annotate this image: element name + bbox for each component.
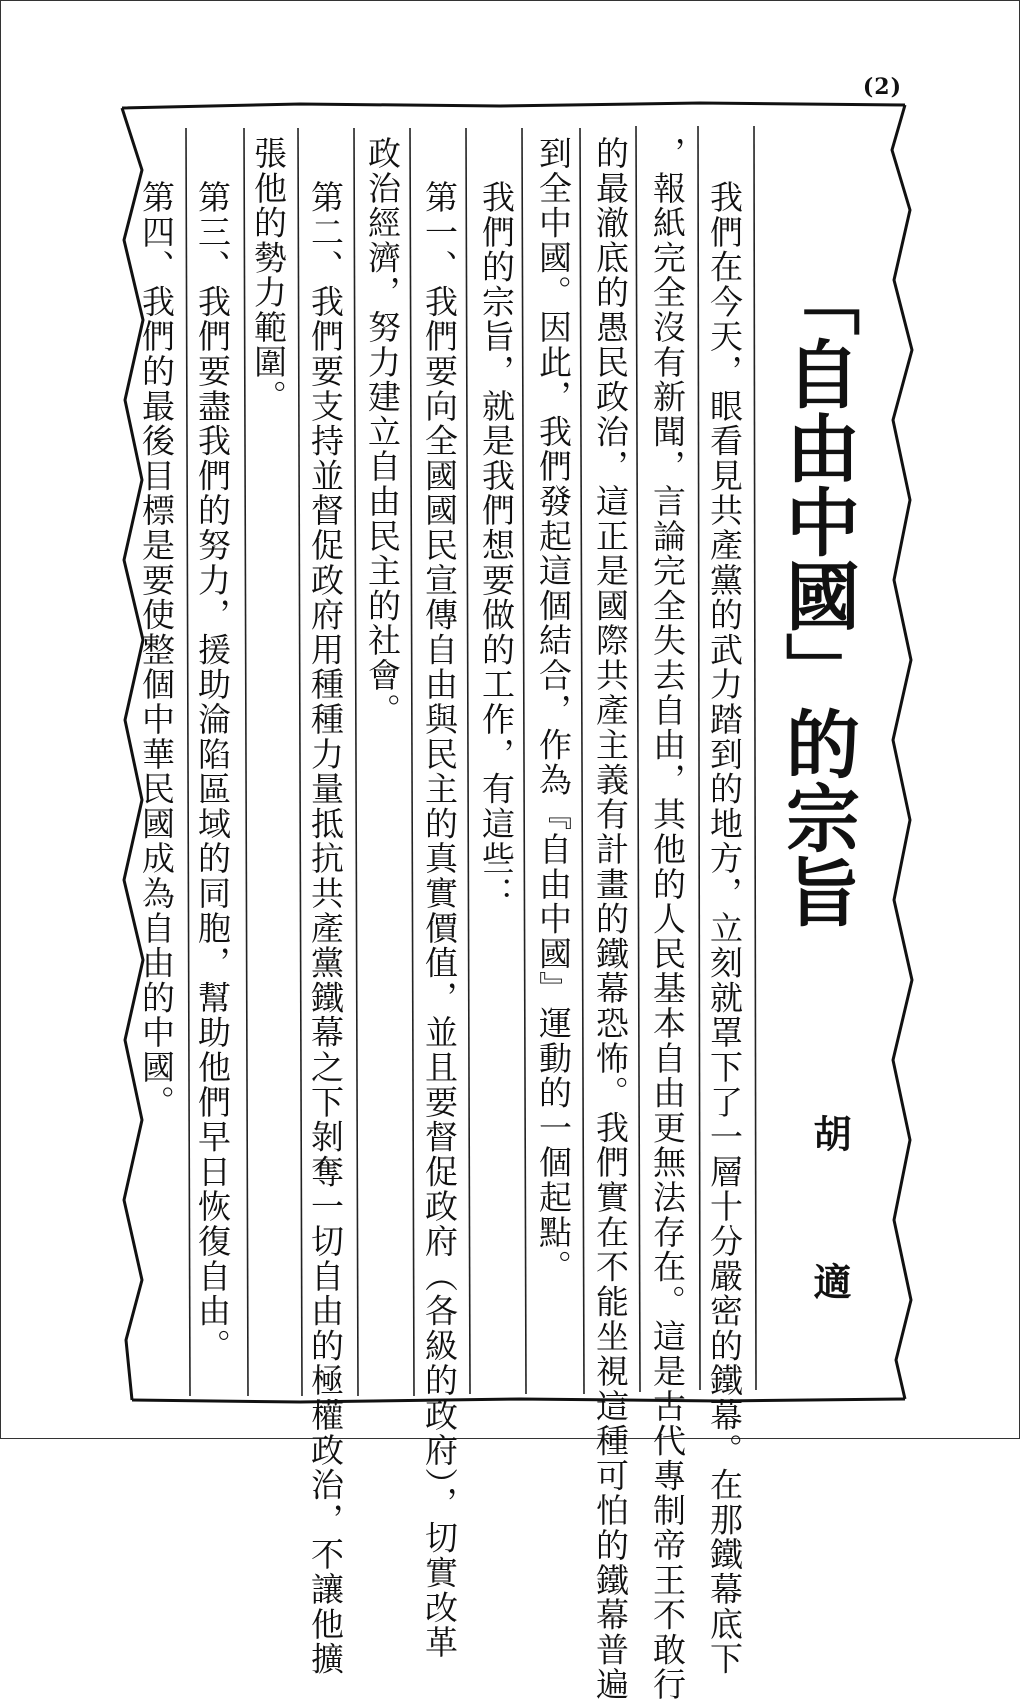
column-divider bbox=[186, 128, 190, 1396]
body-column: 我們的宗旨，就是我們想要做的工作，有這些： bbox=[477, 180, 516, 911]
body-column: 政治經濟，努力建立自由民主的社會。 bbox=[363, 136, 402, 728]
body-column: 張他的勢力範圍。 bbox=[249, 136, 288, 415]
body-column: 的最澈底的愚民政治，這正是國際共產主義有計畫的鐵幕恐怖。我們實在不能坐視這種可怕的鐵幕普遍 bbox=[591, 136, 630, 1702]
frame-right-edge bbox=[892, 105, 912, 1399]
frame-bottom-edge bbox=[132, 1399, 905, 1402]
column-divider bbox=[580, 128, 584, 1394]
column-divider bbox=[298, 128, 302, 1396]
column-divider bbox=[244, 128, 248, 1396]
article-title: 「自由中國」的宗旨 bbox=[774, 262, 860, 928]
body-column: 我們在今天，眼看見共產黨的武力踏到的地方，立刻就罩下了一層十分嚴密的鐵幕。在那鐵幕底下 bbox=[705, 180, 744, 1677]
body-column: 第四、我們的最後目標是要使整個中華民國成為自由的中國。 bbox=[137, 180, 176, 1120]
body-column: ，報紙完全沒有新聞，言論完全失去自由，其他的人民基本自由更無法存在。這是古代專制帝王不敢行 bbox=[648, 136, 687, 1702]
column-divider bbox=[636, 126, 640, 1392]
column-divider bbox=[754, 126, 756, 1390]
body-column: 第二、我們要支持並督促政府用種種力量抵抗共產黨鐵幕之下剝奪一切自由的極權政治，不讓他擴 bbox=[306, 180, 345, 1677]
column-divider bbox=[354, 128, 358, 1396]
frame-top-edge bbox=[122, 103, 905, 108]
body-column: 第一、我們要向全國國民宣傳自由與民主的真實價值，並且要督促政府（各級的政府），切實改革 bbox=[420, 180, 459, 1660]
column-divider bbox=[410, 128, 414, 1396]
body-column: 到全中國。因此，我們發起這個結合，作為『自由中國』運動的一個起點。 bbox=[534, 136, 573, 1285]
author-name: 胡 適 bbox=[807, 1114, 852, 1336]
column-divider bbox=[522, 128, 526, 1394]
page-number: (2) bbox=[862, 74, 902, 100]
column-divider bbox=[466, 128, 470, 1394]
body-column: 第三、我們要盡我們的努力，援助淪陷區域的同胞，幫助他們早日恢復自由。 bbox=[193, 180, 232, 1364]
column-divider bbox=[698, 126, 700, 1390]
